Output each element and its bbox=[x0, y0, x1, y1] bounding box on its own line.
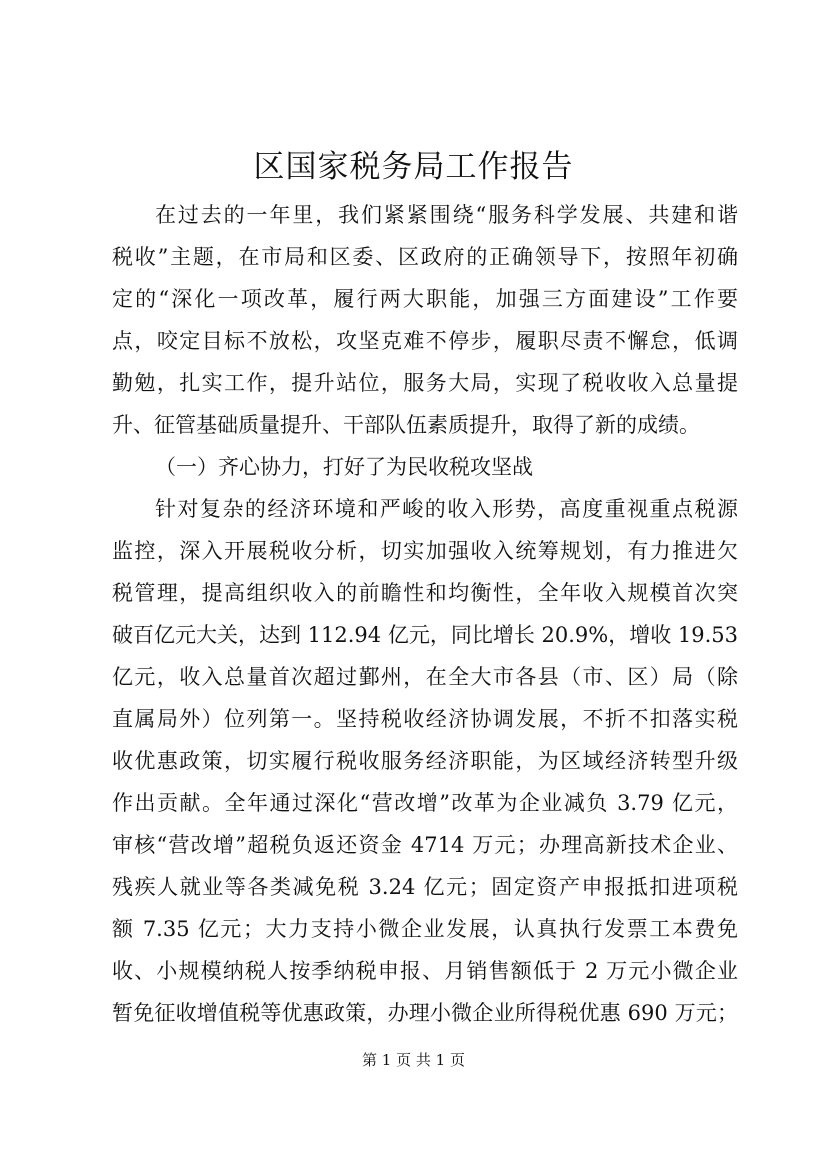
section-heading: （一）齐心协力，打好了为民收税攻坚战 bbox=[155, 455, 533, 479]
body-line: 直属局外）位列第一。坚持税收经济协调发展，不折不扣落实税 bbox=[112, 707, 738, 731]
body-line: 升、征管基础质量提升、干部队伍素质提升，取得了新的成绩。 bbox=[112, 413, 700, 437]
body-line: 收优惠政策，切实履行税收服务经济职能，为区域经济转型升级 bbox=[112, 749, 738, 773]
body-line: 税收”主题，在市局和区委、区政府的正确领导下，按照年初确 bbox=[112, 245, 738, 269]
body-line: 破百亿元大关，达到 112.94 亿元，同比增长 20.9%，增收 19.53 bbox=[112, 623, 738, 647]
body-line: 作出贡献。全年通过深化“营改增”改革为企业减负 3.79 亿元， bbox=[112, 791, 738, 815]
body-line: 税管理，提高组织收入的前瞻性和均衡性，全年收入规模首次突 bbox=[112, 581, 738, 605]
body-line: 点，咬定目标不放松，攻坚克难不停步，履职尽责不懈怠，低调 bbox=[112, 329, 738, 353]
body-line: 收、小规模纳税人按季纳税申报、月销售额低于 2 万元小微企业 bbox=[112, 959, 738, 983]
body-line: 亿元，收入总量首次超过鄞州，在全大市各县（市、区）局（除 bbox=[112, 665, 738, 689]
body-line: 监控，深入开展税收分析，切实加强收入统筹规划，有力推进欠 bbox=[112, 539, 738, 563]
document-title: 区国家税务局工作报告 bbox=[253, 149, 574, 185]
page-footer: 第 1 页 共 1 页 bbox=[362, 1051, 465, 1069]
body-line: 残疾人就业等各类减免税 3.24 亿元；固定资产申报抵扣进项税 bbox=[112, 875, 738, 899]
body-line: 勤勉，扎实工作，提升站位，服务大局，实现了税收收入总量提 bbox=[112, 371, 738, 395]
body-line: 针对复杂的经济环境和严峻的收入形势，高度重视重点税源 bbox=[155, 497, 738, 521]
body-line: 审核“营改增”超税负返还资金 4714 万元；办理高新技术企业、 bbox=[112, 833, 738, 857]
body-line: 额 7.35 亿元；大力支持小微企业发展，认真执行发票工本费免 bbox=[112, 917, 738, 941]
body-line: 暂免征收增值税等优惠政策，办理小微企业所得税优惠 690 万元； bbox=[112, 1001, 738, 1025]
body-line: 在过去的一年里，我们紧紧围绕“服务科学发展、共建和谐 bbox=[155, 203, 738, 227]
body-line: 定的“深化一项改革，履行两大职能，加强三方面建设”工作要 bbox=[112, 287, 738, 311]
